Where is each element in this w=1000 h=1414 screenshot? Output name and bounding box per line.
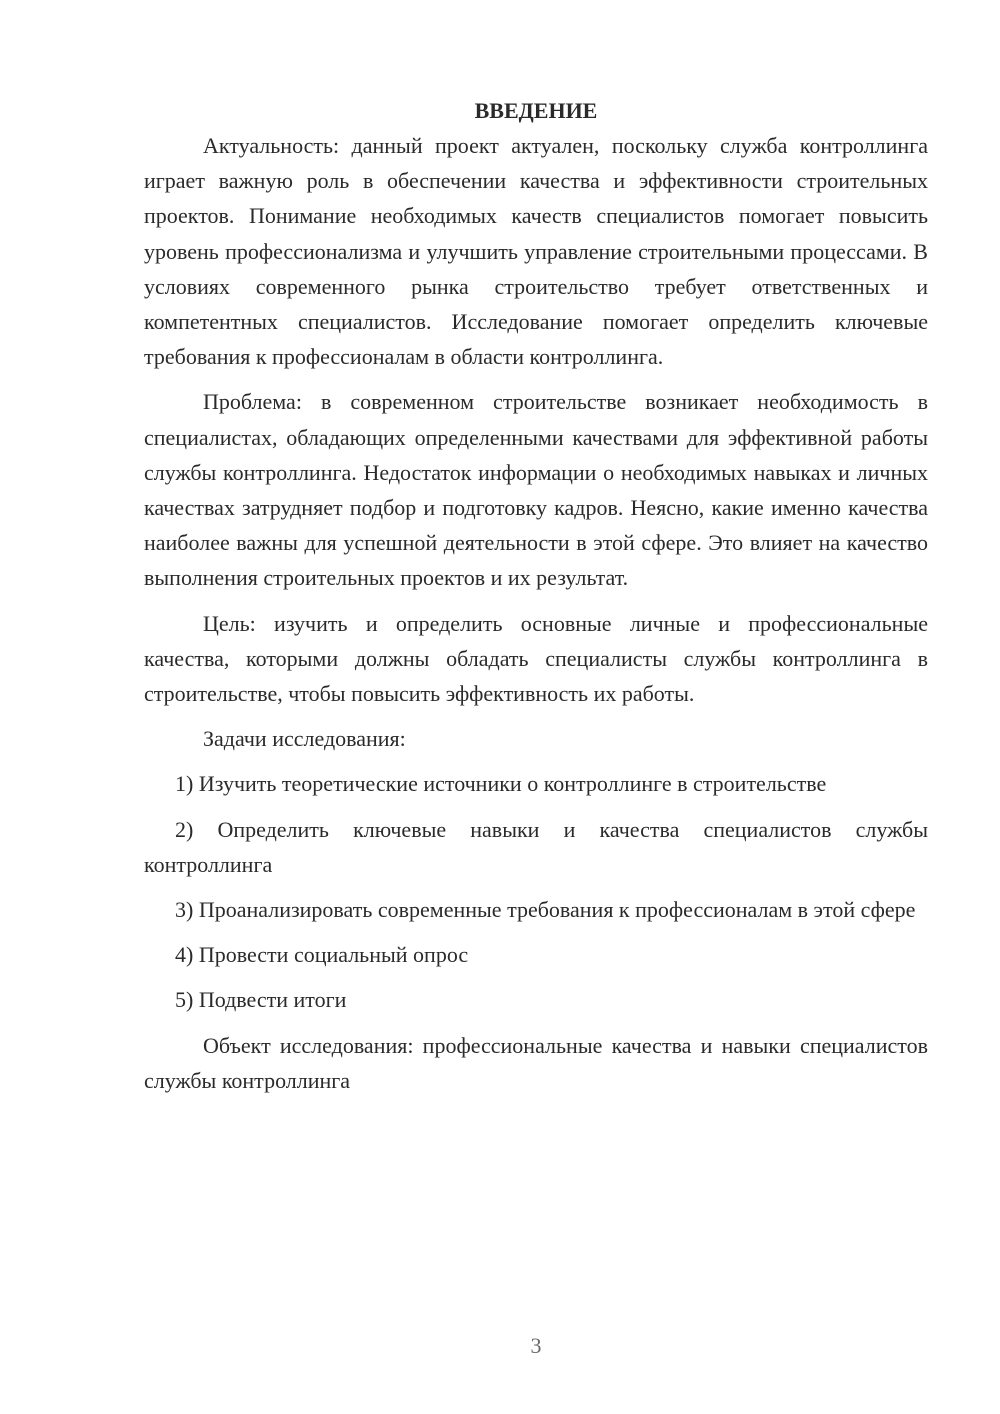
task-item-5: 5) Подвести итоги [175, 987, 347, 1013]
page-number: 3 [530, 1333, 542, 1358]
page-content [144, 93, 928, 1108]
task-item-2: 2) Определить ключевые навыки и качества специалистов службы контроллинга [144, 816, 928, 877]
task-item-3: 3) Проанализировать современные требования к профессионалам в этой сфере [175, 897, 916, 923]
problem-paragraph: Проблема: в современном строительстве возникает необходимость в специалистах, обладающих определенными качествами для эффективной работы службы контроллинга. Недостаток информации о необходимых навыках и личных качествах затрудняет подбор и подготовку кадров. Неясно, какие именно качества наиболее важны для успешной деятельности в этой сфере. Это влияет на качество выполнения строительных проектов и их результат. [144, 389, 928, 591]
relevance-paragraph: Актуальность: данный проект актуален, поскольку служба контроллинга играет важную роль в обеспечении качества и эффективности строительных проектов. Понимание необходимых качеств специалистов помогает повысить уровень профессионализма и улучшить управление строительными процессами. В условиях современного рынка строительство требует ответственных и компетентных специалистов. Исследование помогает определить ключевые требования к профессионалам в области контроллинга. [144, 133, 928, 370]
section-title: ВВЕДЕНИЕ [474, 98, 598, 123]
object-paragraph: Объект исследования: профессиональные качества и навыки специалистов службы контроллинга [144, 1032, 928, 1093]
tasks-heading: Задачи исследования: [203, 726, 406, 752]
goal-paragraph: Цель: изучить и определить основные личные и профессиональные качества, которыми должны обладать специалисты службы контроллинга в строительстве, чтобы повысить эффективность их работы. [144, 610, 928, 707]
task-item-4: 4) Провести социальный опрос [175, 942, 469, 968]
task-item-1: 1) Изучить теоретические источники о контроллинге в строительстве [175, 771, 827, 797]
